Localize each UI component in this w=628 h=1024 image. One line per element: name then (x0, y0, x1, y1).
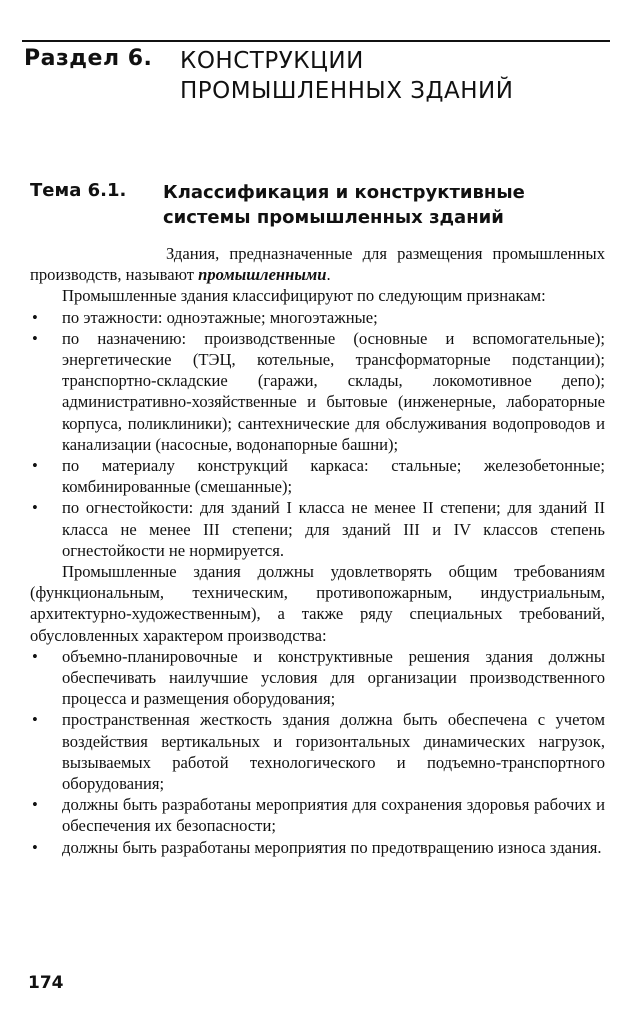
theme-title-line-1: Классификация и конструктивные (163, 182, 525, 203)
section-title-line-1: КОНСТРУКЦИИ (180, 48, 364, 74)
list-item (30, 307, 605, 328)
theme-title (163, 180, 525, 230)
list-item-text: объемно-планировочные и конструктивные решения здания должны обеспечивать наилучшие условия для организации производственного процесса и размещения оборудования; (62, 646, 605, 709)
list-item (30, 709, 605, 794)
bullet-icon: • (32, 498, 38, 518)
list-item (30, 646, 605, 710)
intro-paragraph (30, 243, 605, 285)
bullet-icon: • (32, 710, 38, 730)
section-title-line-2: ПРОМЫШЛЕННЫХ ЗДАНИЙ (180, 78, 514, 104)
header-rule (22, 40, 610, 42)
list-item (30, 497, 605, 561)
list-item (30, 328, 605, 455)
requirements-list (30, 646, 605, 858)
body-text (30, 243, 605, 858)
list-item-text: по материалу конструкций каркаса: стальные; железобетонные; комбинированные (смешанные); (62, 456, 605, 497)
classification-list (30, 307, 605, 561)
list-item-text: по этажности: одноэтажные; многоэтажные; (62, 307, 378, 327)
list-item-text: должны быть разработаны мероприятия по предотвращению износа здания. (62, 837, 602, 857)
bullet-icon: • (32, 328, 38, 348)
bullet-icon: • (32, 307, 38, 327)
requirements-lead: Промышленные здания должны удовлетворять общим требованиям (функциональным, техническим, противопожарным, индустриальным, архитектурно-художественным), а также ряду специальных требований, обусловленных характером производства: (30, 562, 605, 645)
list-item-text: по назначению: производственные (основные и вспомогательные); энергетические (ТЭЦ, котельные, трансформаторные подстанции); транспортно-складские (гаражи, склады, локомотивное депо); административно-хозяйственные и бытовые (инженерные, лабораторные корпуса, поликлиники); сантехнические для обслуживания водопроводов и канализации (насосные, водонапорные башни); (62, 328, 605, 454)
section-title (180, 46, 513, 106)
list-item-text: пространственная жесткость здания должна быть обеспечена с учетом воздействия вертикальных и горизонтальных динамических нагрузок, вызываемых работой технологического и подъемно-транспортного оборудования; (62, 710, 605, 794)
page-number: 174 (28, 973, 64, 993)
bullet-icon: • (32, 837, 38, 857)
list-item (30, 794, 605, 836)
theme-number: Тема 6.1. (30, 180, 127, 201)
bullet-icon: • (32, 456, 38, 476)
intro-text: Здания, предназначенные для размещения промышленных производств, называют (30, 244, 605, 285)
list-item-text: должны быть разработаны мероприятия для сохранения здоровья рабочих и обеспечения их безопасности; (62, 795, 605, 836)
intro-emphasis: промышленными (198, 265, 327, 285)
list-item (30, 455, 605, 497)
bullet-icon: • (32, 646, 38, 666)
section-label: Раздел 6. (24, 46, 153, 71)
list-item-text: по огнестойкости: для зданий I класса не менее II степени; для зданий II класса не менее III степени; для зданий III и IV классов степень огнестойкости не нормируется. (62, 498, 605, 560)
classification-lead: Промышленные здания классифицируют по следующим признакам: (62, 286, 546, 306)
theme-title-line-2: системы промышленных зданий (163, 207, 504, 228)
intro-text-end: . (326, 265, 331, 285)
bullet-icon: • (32, 795, 38, 815)
list-item (30, 837, 605, 858)
